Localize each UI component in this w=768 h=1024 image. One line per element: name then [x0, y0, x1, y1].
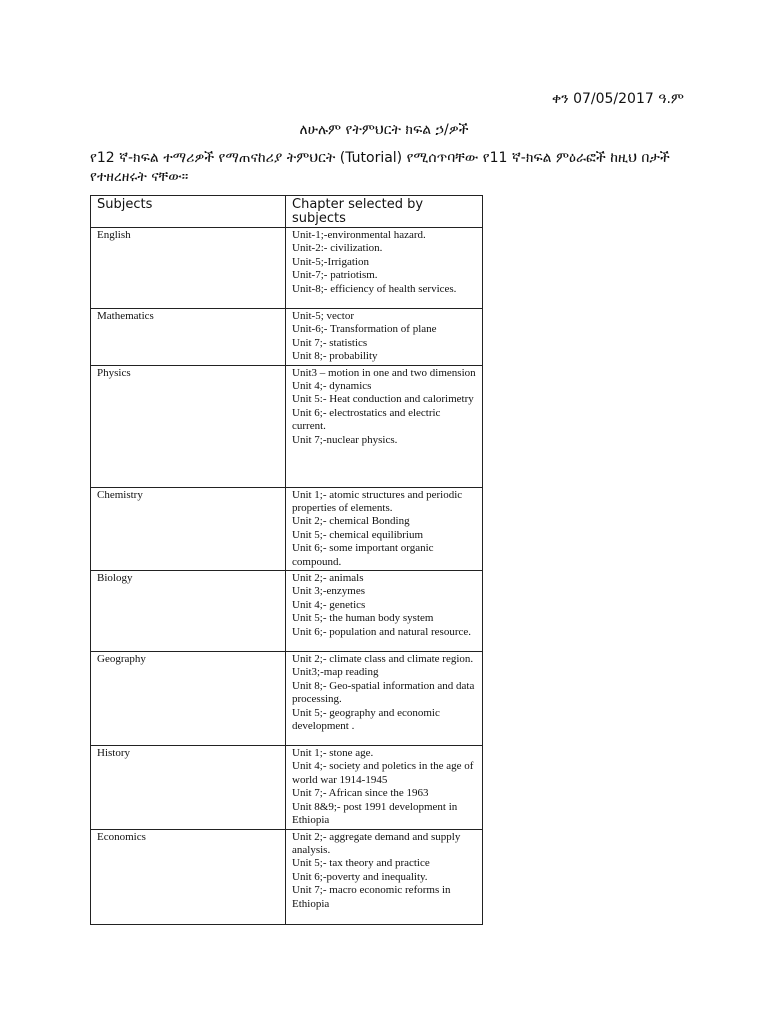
chapter-item: Unit3 – motion in one and two dimension — [292, 366, 476, 379]
table-row — [91, 487, 483, 570]
chapter-item: Unit 4;- society and poletics in the age of world war 1914-1945 — [292, 760, 474, 786]
chapters-cell — [286, 487, 483, 570]
chapter-item: Unit 5;- the human body system — [292, 612, 434, 625]
tutorial-chapters-table — [90, 195, 483, 925]
chapters-cell — [286, 652, 483, 746]
subject-cell: Geography — [91, 652, 286, 746]
chapter-item: Unit 7;- statistics — [292, 336, 368, 349]
chapter-item: Unit 5;- geography and economic development . — [292, 706, 440, 733]
chapter-item: Unit-2:- civilization. — [292, 242, 383, 255]
table-row — [91, 746, 483, 829]
chapter-item: Unit 6;- some important organic compound. — [292, 542, 434, 568]
header-subjects: Subjects — [91, 196, 286, 228]
chapter-item: Unit 7;- African since the 1963 — [292, 787, 429, 800]
chapters-cell — [286, 746, 483, 829]
chapter-item: Unit 4;- dynamics — [292, 380, 372, 393]
table-row — [91, 309, 483, 366]
chapter-item: Unit 6;- electrostatics and electric current. — [292, 406, 441, 433]
subject-cell: Biology — [91, 571, 286, 652]
chapter-item: Unit3;-map reading — [292, 666, 379, 679]
chapter-item: Unit 6;-poverty and inequality. — [292, 870, 428, 883]
table-row — [91, 571, 483, 652]
document-heading: ለሁሉም የትምህርት ክፍል ኃ/ዎች — [299, 122, 469, 138]
subject-cell: History — [91, 746, 286, 829]
subject-cell: Economics — [91, 829, 286, 924]
chapter-item: Unit 1;- stone age. — [292, 747, 374, 760]
subject-cell: English — [91, 228, 286, 309]
subject-cell: Mathematics — [91, 309, 286, 366]
table-header-row — [91, 196, 483, 228]
chapter-item: Unit-8;- efficiency of health services. — [292, 282, 457, 295]
intro-paragraph: የ12 ኛ-ክፍል ተማሪዎች የማጠናከሪያ ትምህርት (Tutorial) የሚሰጥባቸው የ11 ኛ-ክፍል ምዕራፎች ከዚህ በታች የተዘረዘሩት ናቸው። — [90, 150, 670, 185]
header-chapters: Chapter selected by subjects — [286, 196, 483, 228]
chapter-item: Unit-1;-environmental hazard. — [292, 229, 426, 241]
chapter-item: Unit 4;- genetics — [292, 598, 366, 611]
subject-cell: Chemistry — [91, 487, 286, 570]
chapters-cell — [286, 829, 483, 924]
table-row — [91, 365, 483, 487]
chapters-cell — [286, 571, 483, 652]
table-row — [91, 829, 483, 924]
chapter-item: Unit 7;-nuclear physics. — [292, 433, 398, 446]
chapter-item: Unit-6;- Transformation of plane — [292, 323, 437, 336]
chapter-item: Unit 5;- chemical equilibrium — [292, 528, 424, 541]
chapter-item: Unit-5;-Irrigation — [292, 255, 369, 268]
chapter-item: Unit 7;- macro economic reforms in Ethiopia — [292, 884, 451, 910]
chapter-item: Unit 8;- Geo-spatial information and data processing. — [292, 679, 475, 706]
table-row — [91, 652, 483, 746]
chapters-cell — [286, 228, 483, 309]
chapter-item: Unit 6;- population and natural resource. — [292, 625, 472, 638]
chapter-item: Unit-5; vector — [292, 310, 355, 322]
table-row — [91, 228, 483, 309]
document-date: ቀን 07/05/2017 ዓ.ም — [551, 91, 684, 107]
chapters-cell — [286, 309, 483, 366]
chapters-cell — [286, 365, 483, 487]
chapter-item: Unit 8;- probability — [292, 350, 378, 363]
chapter-item: Unit 1;- atomic structures and periodic properties of elements. — [292, 488, 463, 515]
chapter-item: Unit 2;- climate class and climate region. — [292, 653, 474, 666]
chapter-item: Unit 3;-enzymes — [292, 585, 366, 598]
chapter-item: Unit 2;- animals — [292, 572, 364, 585]
chapter-item: Unit 5:- Heat conduction and calorimetry — [292, 393, 474, 406]
chapter-item: Unit 2;- aggregate demand and supply analysis. — [292, 830, 461, 856]
chapter-item: Unit 5;- tax theory and practice — [292, 857, 430, 870]
chapter-item: Unit 8&9;- post 1991 development in Ethiopia — [292, 800, 458, 827]
chapter-item: Unit 2;- chemical Bonding — [292, 515, 410, 528]
subject-cell: Physics — [91, 365, 286, 487]
chapter-item: Unit-7;- patriotism. — [292, 269, 378, 282]
